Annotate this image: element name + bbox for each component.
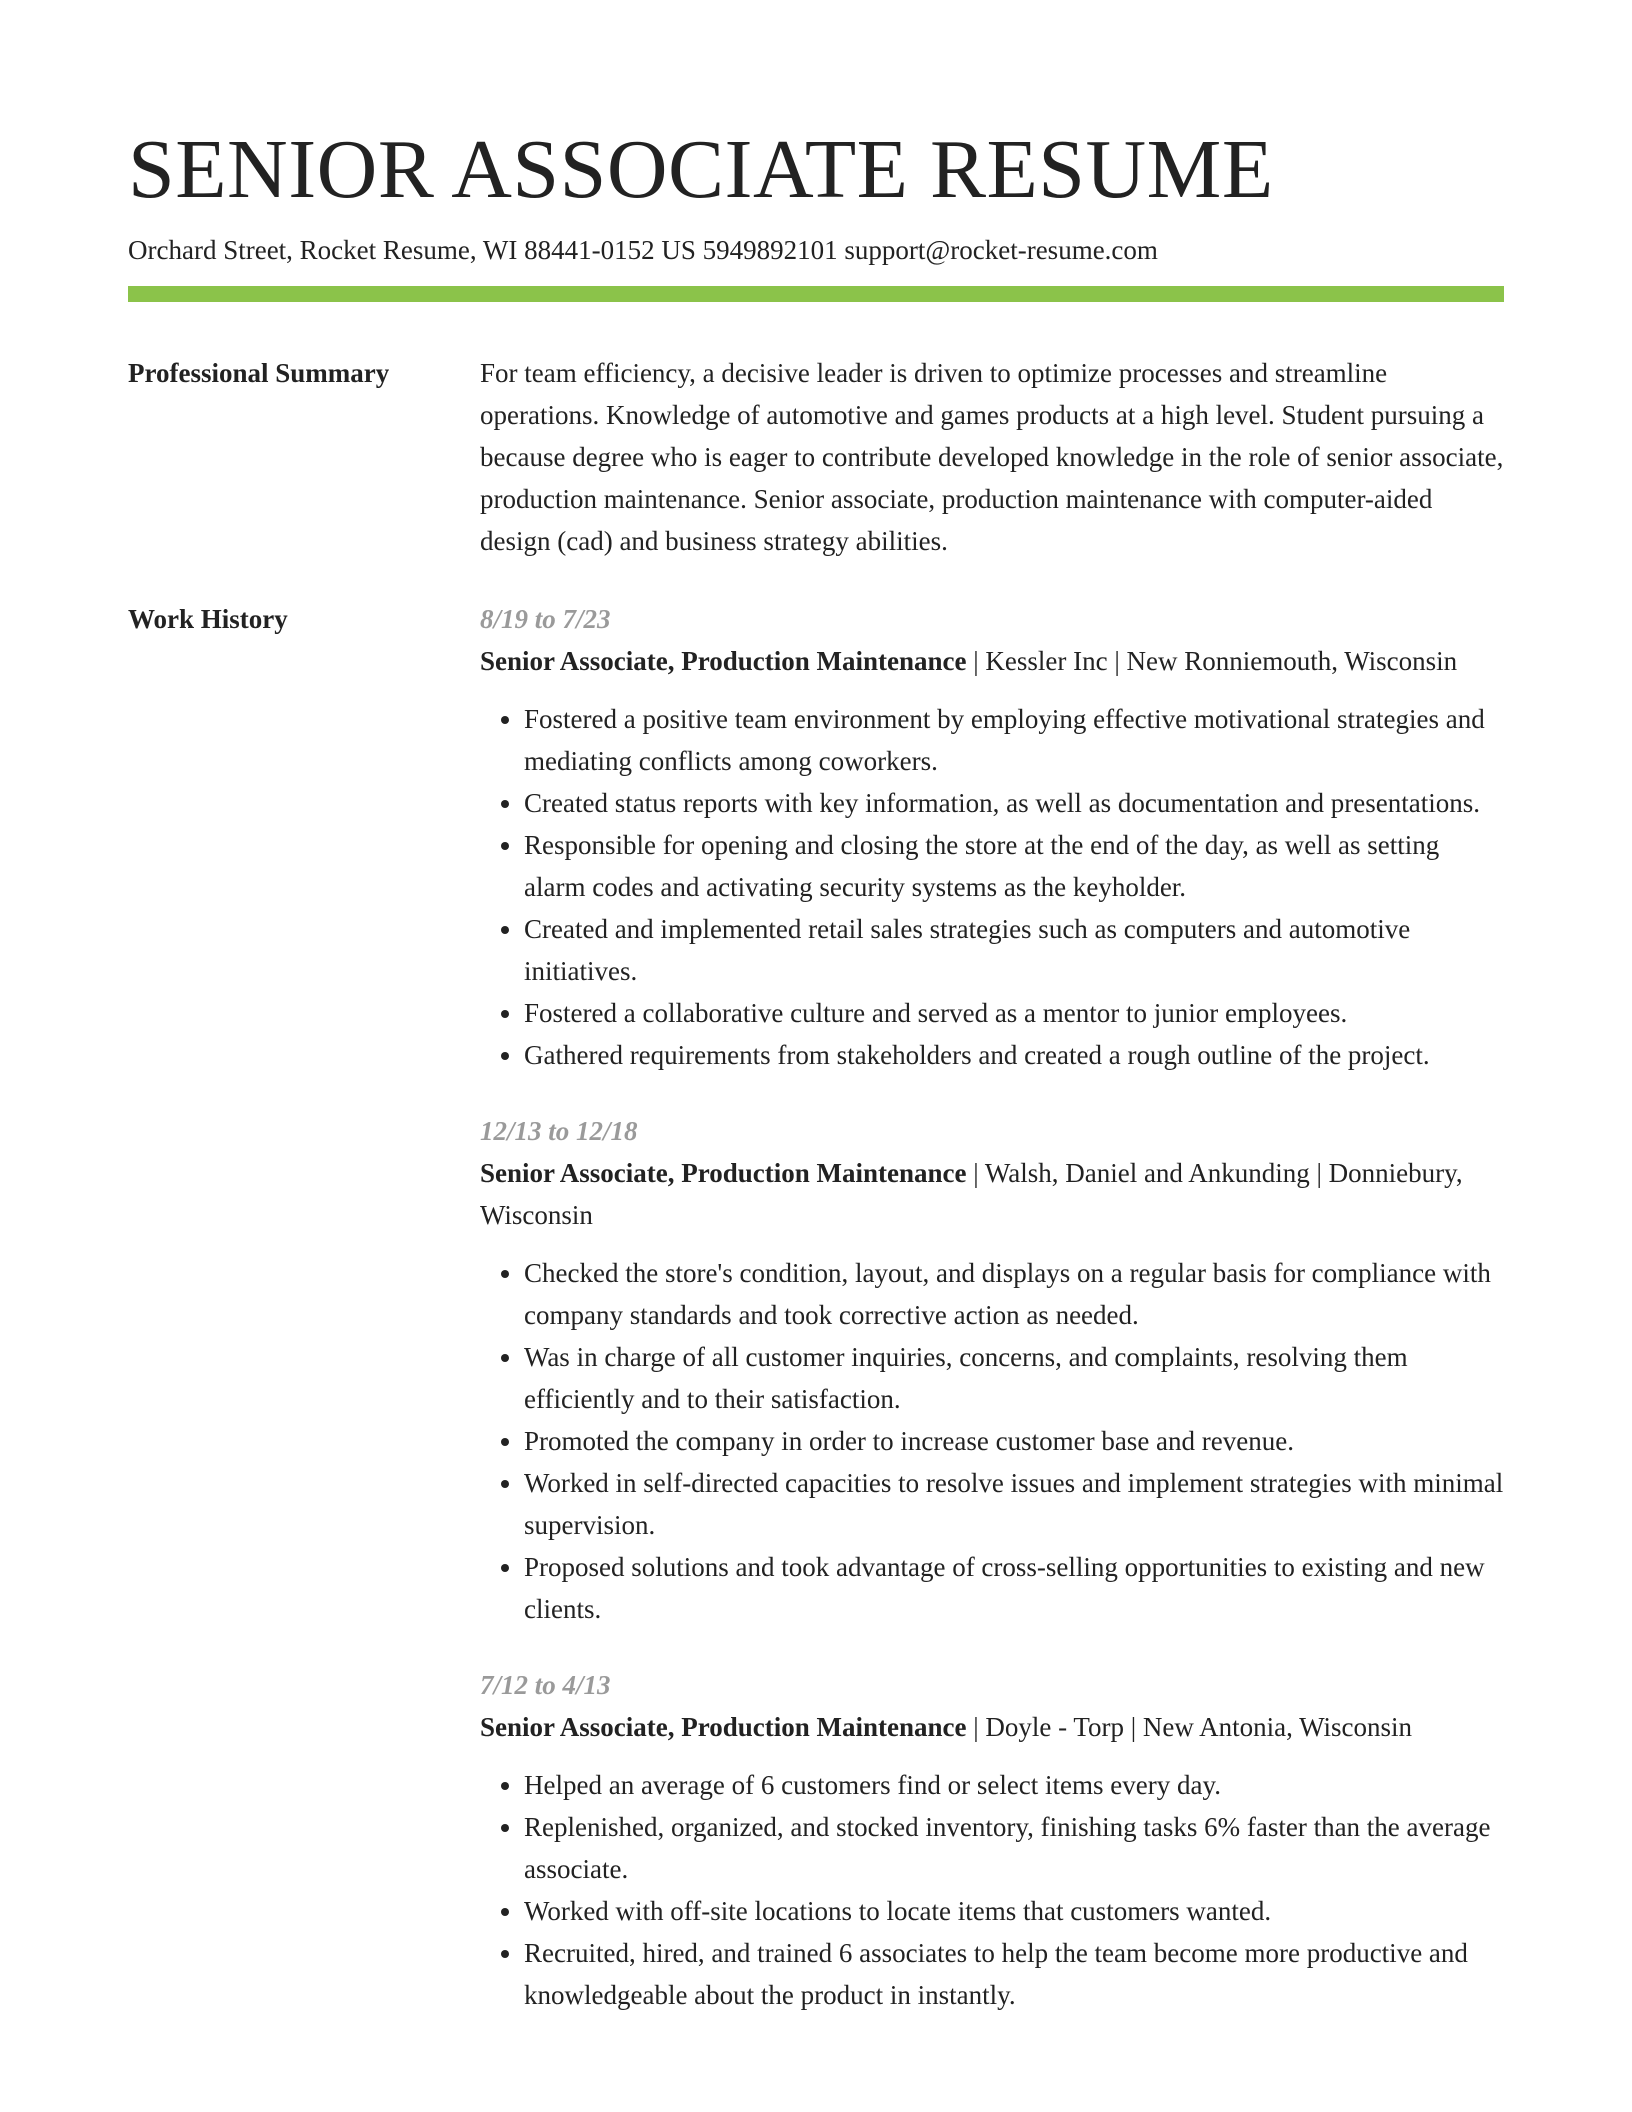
job-bullet: • Worked with off-site locations to locate items that customers wanted.: [524, 1890, 1504, 1932]
job-heading: [480, 1706, 1504, 1748]
summary-section: [128, 352, 1504, 562]
contact-address: Orchard Street, Rocket Resume, WI 88441-0152 US: [128, 235, 696, 265]
job-details: | Walsh, Daniel and Ankunding | Donniebury, Wisconsin: [480, 1158, 1463, 1230]
work-history-label: Work History: [128, 604, 288, 634]
job-entry: [480, 1110, 1504, 1630]
job-bullet: • Fostered a collaborative culture and served as a mentor to junior employees.: [524, 992, 1504, 1034]
contact-phone: 5949892101: [702, 235, 838, 265]
job-bullet: • Gathered requirements from stakeholders and created a rough outline of the project.: [524, 1034, 1504, 1076]
work-history-section: [128, 598, 1504, 2050]
job-dates: 7/12 to 4/13: [480, 1670, 611, 1700]
job-heading: [480, 1152, 1504, 1236]
job-heading: [480, 640, 1504, 682]
summary-text: For team efficiency, a decisive leader is driven to optimize processes and streamline operations. Knowledge of automotive and games products at a high level. Student pursuing a because degree who is eager to contribute developed knowledge in the role of senior associate, production maintenance. Senior associate, production maintenance with computer-aided design (cad) and business strategy abilities.: [480, 358, 1504, 556]
summary-label: Professional Summary: [128, 358, 390, 388]
job-details: | Doyle - Torp | New Antonia, Wisconsin: [966, 1712, 1413, 1742]
job-bullet: • Created status reports with key information, as well as documentation and presentations.: [524, 782, 1504, 824]
work-history-list: [480, 598, 1504, 2050]
job-dates: 12/13 to 12/18: [480, 1116, 638, 1146]
job-bullet: • Replenished, organized, and stocked inventory, finishing tasks 6% faster than the average associate.: [524, 1806, 1504, 1890]
job-details: | Kessler Inc | New Ronniemouth, Wisconsin: [966, 646, 1458, 676]
contact-line: [128, 232, 1504, 268]
job-dates: 8/19 to 7/23: [480, 604, 611, 634]
job-bullet: • Worked in self-directed capacities to resolve issues and implement strategies with minimal supervision.: [524, 1462, 1504, 1546]
job-entry: [480, 598, 1504, 1076]
job-bullets: [480, 1252, 1504, 1630]
resume-page: [128, 118, 1504, 2050]
job-bullet: • Helped an average of 6 customers find or select items every day.: [524, 1764, 1504, 1806]
job-title: Senior Associate, Production Maintenance: [480, 1158, 967, 1188]
job-bullet: • Fostered a positive team environment by employing effective motivational strategies and mediating conflicts among coworkers.: [524, 698, 1504, 782]
job-bullet: • Created and implemented retail sales strategies such as computers and automotive initiatives.: [524, 908, 1504, 992]
job-bullet: • Recruited, hired, and trained 6 associates to help the team become more productive and knowledgeable about the product in instantly.: [524, 1932, 1504, 2016]
contact-email: support@rocket-resume.com: [844, 235, 1158, 265]
header-divider: [128, 286, 1504, 302]
job-bullets: [480, 698, 1504, 1076]
job-bullet: • Checked the store's condition, layout, and displays on a regular basis for compliance with company standards and took corrective action as needed.: [524, 1252, 1504, 1336]
job-entry: [480, 1664, 1504, 2016]
job-bullet: • Responsible for opening and closing the store at the end of the day, as well as setting alarm codes and activating security systems as the keyholder.: [524, 824, 1504, 908]
job-title: Senior Associate, Production Maintenance: [480, 1712, 967, 1742]
job-title: Senior Associate, Production Maintenance: [480, 646, 967, 676]
job-bullets: [480, 1764, 1504, 2016]
job-bullet: • Was in charge of all customer inquiries, concerns, and complaints, resolving them efficiently and to their satisfaction.: [524, 1336, 1504, 1420]
job-bullet: • Proposed solutions and took advantage of cross-selling opportunities to existing and new clients.: [524, 1546, 1504, 1630]
resume-title: SENIOR ASSOCIATE RESUME: [128, 123, 1274, 216]
job-bullet: • Promoted the company in order to increase customer base and revenue.: [524, 1420, 1504, 1462]
